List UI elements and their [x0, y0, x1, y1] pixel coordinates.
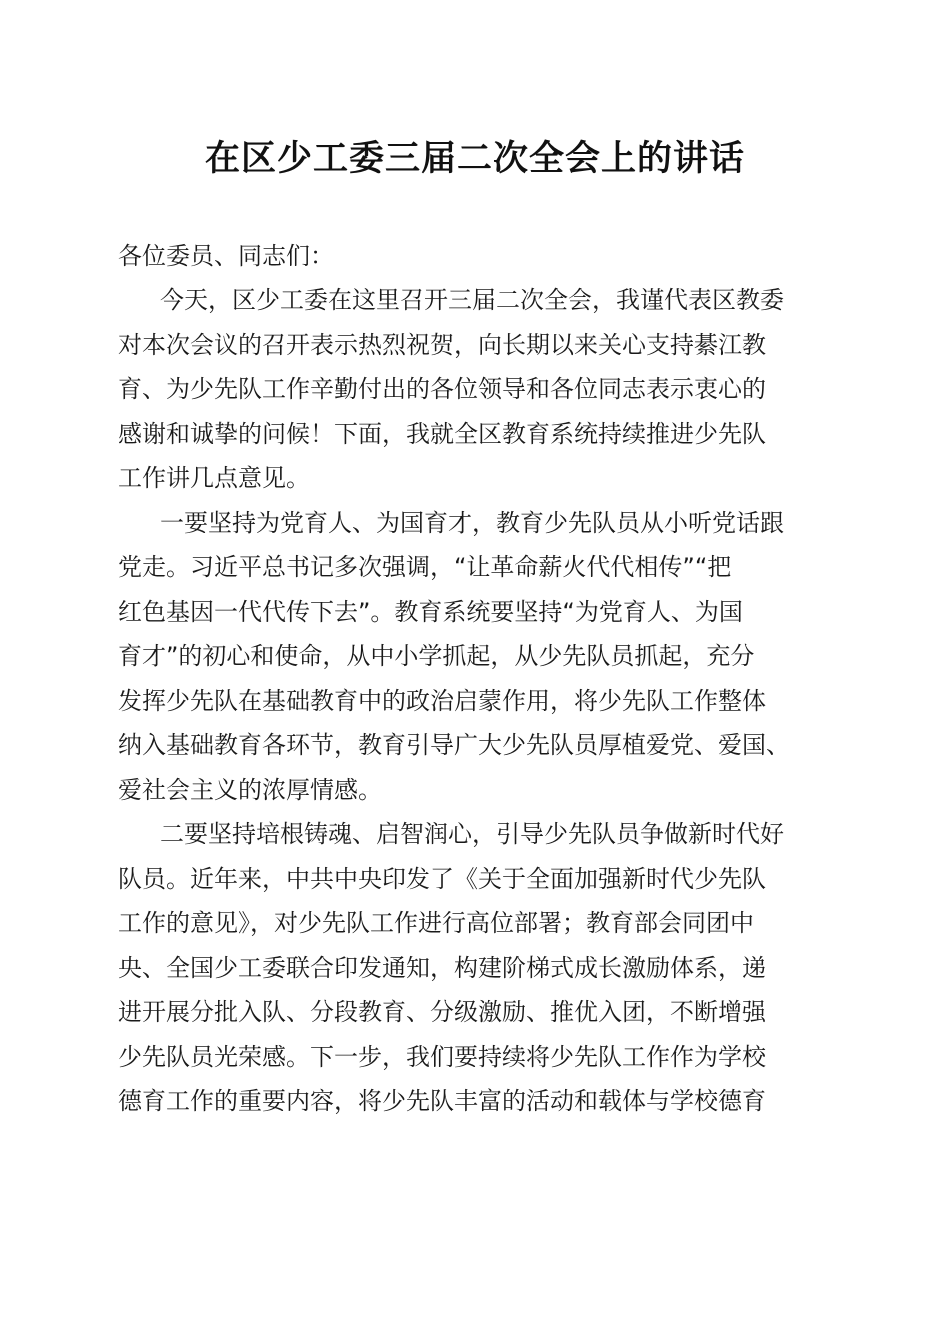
paragraph-1-line-5: 工作讲几点意见。 [118, 464, 310, 492]
paragraph-2-line-3: 红色基因一代代传下去”。教育系统要坚持“为党育人、为国 [118, 598, 743, 626]
paragraph-1-line-2: 对本次会议的召开表示热烈祝贺，向长期以来关心支持綦江教 [118, 331, 766, 359]
paragraph-3-line-4: 央、全国少工委联合印发通知，构建阶梯式成长激励体系，递 [118, 954, 766, 982]
paragraph-3-line-6: 少先队员光荣感。下一步，我们要持续将少先队工作作为学校 [118, 1043, 766, 1071]
document-title: 在区少工委三届二次全会上的讲话 [204, 138, 745, 179]
paragraph-2-line-7: 爱社会主义的浓厚情感。 [118, 776, 382, 804]
paragraph-3-line-7: 德育工作的重要内容，将少先队丰富的活动和载体与学校德育 [118, 1087, 766, 1115]
paragraph-1-line-1: 今天，区少工委在这里召开三届二次全会，我谨代表区教委 [160, 286, 784, 314]
paragraph-3-line-1: 二要坚持培根铸魂、启智润心，引导少先队员争做新时代好 [160, 820, 784, 848]
paragraph-2-line-2: 党走。习近平总书记多次强调，“让革命薪火代代相传”“把 [118, 553, 732, 581]
paragraph-3-line-5: 进开展分批入队、分段教育、分级激励、推优入团，不断增强 [118, 998, 766, 1026]
paragraph-3-line-3: 工作的意见》，对少先队工作进行高位部署；教育部会同团中 [118, 909, 754, 937]
paragraph-2-line-4: 育才”的初心和使命，从中小学抓起，从少先队员抓起，充分 [118, 642, 755, 670]
paragraph-2-line-5: 发挥少先队在基础教育中的政治启蒙作用，将少先队工作整体 [118, 687, 766, 715]
paragraph-3-line-2: 队员。近年来，中共中央印发了《关于全面加强新时代少先队 [118, 865, 766, 893]
paragraph-2-line-1: 一要坚持为党育人、为国育才，教育少先队员从小听党话跟 [160, 509, 784, 537]
salutation-line: 各位委员、同志们： [118, 242, 334, 270]
paragraph-2-line-6: 纳入基础教育各环节，教育引导广大少先队员厚植爱党、爱国、 [118, 731, 790, 759]
paragraph-1-line-3: 育、为少先队工作辛勤付出的各位领导和各位同志表示衷心的 [118, 375, 766, 403]
paragraph-1-line-4: 感谢和诚挚的问候！下面，我就全区教育系统持续推进少先队 [118, 420, 766, 448]
